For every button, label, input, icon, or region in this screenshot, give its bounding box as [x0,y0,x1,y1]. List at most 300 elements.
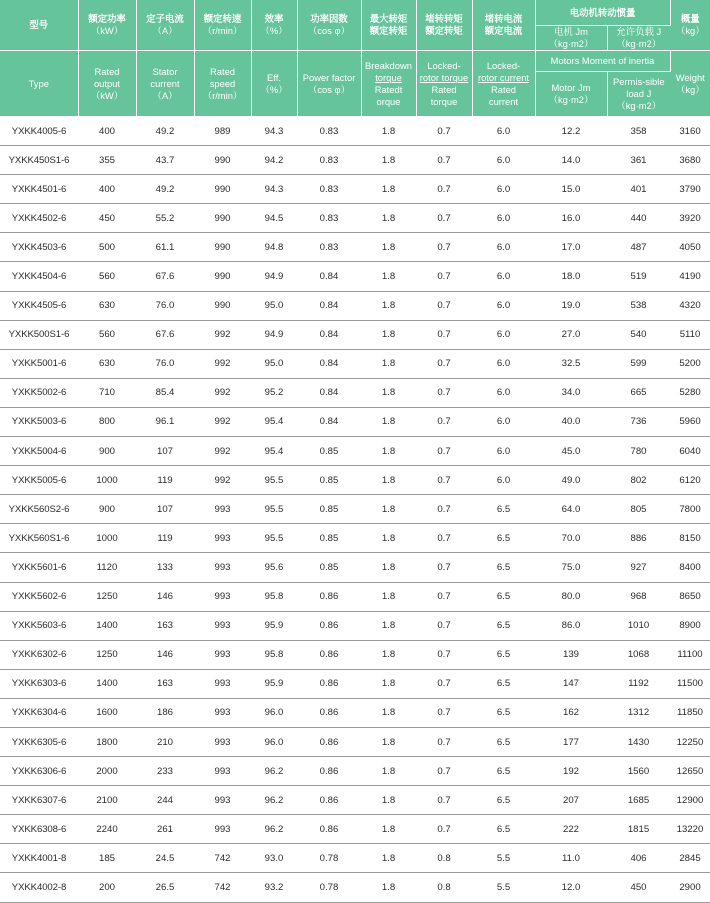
cell-rated-output: 355 [78,146,136,175]
cell-rated-output: 630 [78,291,136,320]
cell-stator-current: 26.5 [136,873,194,902]
cell-weight: 7800 [670,495,710,524]
cell-motor-jm: 32.5 [535,349,607,378]
cell-efficiency: 94.2 [251,146,297,175]
cell-efficiency: 95.0 [251,349,297,378]
cell-breakdown-torque: 1.8 [361,117,416,146]
table-row [0,320,710,349]
cell-rated-speed: 990 [194,175,251,204]
cell-stator-current: 55.2 [136,204,194,233]
cell-power-factor: 0.84 [297,291,361,320]
cell-rated-output: 1250 [78,640,136,669]
cell-breakdown-torque: 1.8 [361,757,416,786]
cell-type: YXKK6304-6 [0,698,78,727]
cell-efficiency: 94.9 [251,262,297,291]
header-weight-cn: 概量 （kg） [670,0,710,51]
cell-stator-current: 49.2 [136,175,194,204]
cell-locked-rotor-torque: 0.7 [416,262,472,291]
cell-power-factor: 0.78 [297,873,361,902]
cell-locked-rotor-current: 6.5 [472,553,535,582]
cell-stator-current: 43.7 [136,146,194,175]
cell-type: YXKK5002-6 [0,378,78,407]
cell-breakdown-torque: 1.8 [361,786,416,815]
cell-locked-rotor-torque: 0.7 [416,233,472,262]
cell-stator-current: 107 [136,437,194,466]
cell-type: YXKK4502-6 [0,204,78,233]
cell-load-j: 406 [607,844,670,873]
cell-rated-output: 1600 [78,698,136,727]
cell-weight: 5960 [670,407,710,436]
header-rated-output-cn: 额定功率 （kW） [78,0,136,51]
cell-type: YXKK4005-6 [0,117,78,146]
cell-stator-current: 146 [136,640,194,669]
cell-weight: 4320 [670,291,710,320]
header-locked-rotor-current-cn: 堵转电流 额定电流 [472,0,535,51]
cell-stator-current: 261 [136,815,194,844]
cell-rated-output: 1000 [78,524,136,553]
table-row [0,611,710,640]
cell-weight: 3790 [670,175,710,204]
cell-motor-jm: 34.0 [535,378,607,407]
cell-stator-current: 24.5 [136,844,194,873]
cell-type: YXKK5001-6 [0,349,78,378]
table-row [0,873,710,902]
cell-rated-output: 2000 [78,757,136,786]
cell-locked-rotor-current: 6.0 [472,175,535,204]
cell-efficiency: 96.0 [251,698,297,727]
cell-efficiency: 95.4 [251,437,297,466]
cell-stator-current: 76.0 [136,349,194,378]
cell-weight: 8650 [670,582,710,611]
cell-type: YXKK6305-6 [0,727,78,756]
table-row [0,669,710,698]
cell-motor-jm: 222 [535,815,607,844]
cell-rated-output: 200 [78,873,136,902]
cell-locked-rotor-torque: 0.7 [416,146,472,175]
cell-stator-current: 49.2 [136,117,194,146]
cell-rated-output: 2240 [78,815,136,844]
header-rated-speed-en: Rated speed （r/min） [194,51,251,117]
cell-breakdown-torque: 1.8 [361,204,416,233]
cell-power-factor: 0.85 [297,553,361,582]
cell-weight: 4190 [670,262,710,291]
table-row [0,378,710,407]
cell-locked-rotor-current: 5.5 [472,873,535,902]
cell-rated-output: 400 [78,175,136,204]
cell-breakdown-torque: 1.8 [361,320,416,349]
header-rated-output-en: Rated output （kW） [78,51,136,117]
cell-locked-rotor-torque: 0.7 [416,757,472,786]
table-row [0,117,710,146]
cell-motor-jm: 12.2 [535,117,607,146]
cell-load-j: 1815 [607,815,670,844]
cell-locked-rotor-current: 6.5 [472,669,535,698]
cell-locked-rotor-torque: 0.7 [416,611,472,640]
cell-motor-jm: 147 [535,669,607,698]
table-row [0,204,710,233]
cell-rated-output: 710 [78,378,136,407]
cell-load-j: 540 [607,320,670,349]
cell-efficiency: 95.9 [251,611,297,640]
cell-rated-output: 1000 [78,466,136,495]
cell-load-j: 599 [607,349,670,378]
cell-motor-jm: 11.0 [535,844,607,873]
cell-motor-jm: 14.0 [535,146,607,175]
cell-breakdown-torque: 1.8 [361,437,416,466]
header-motor-jm-cn: 电机 Jm （kg·m2） [535,26,607,51]
cell-efficiency: 95.5 [251,495,297,524]
cell-power-factor: 0.85 [297,495,361,524]
cell-locked-rotor-current: 6.0 [472,320,535,349]
cell-rated-speed: 990 [194,233,251,262]
cell-load-j: 968 [607,582,670,611]
table-row [0,524,710,553]
header-rated-speed-cn: 额定转速 （r/min） [194,0,251,51]
table-header [0,0,710,117]
cell-weight: 8400 [670,553,710,582]
cell-locked-rotor-torque: 0.7 [416,204,472,233]
cell-stator-current: 146 [136,582,194,611]
cell-stator-current: 107 [136,495,194,524]
cell-rated-output: 900 [78,437,136,466]
cell-type: YXKK5602-6 [0,582,78,611]
cell-breakdown-torque: 1.8 [361,378,416,407]
cell-power-factor: 0.85 [297,437,361,466]
cell-rated-output: 900 [78,495,136,524]
table-body [0,117,710,903]
cell-rated-speed: 992 [194,466,251,495]
cell-motor-jm: 86.0 [535,611,607,640]
cell-weight: 13220 [670,815,710,844]
table-row [0,698,710,727]
cell-stator-current: 163 [136,669,194,698]
cell-stator-current: 67.6 [136,320,194,349]
cell-locked-rotor-current: 6.0 [472,117,535,146]
cell-rated-speed: 990 [194,204,251,233]
cell-power-factor: 0.86 [297,815,361,844]
header-locked-rotor-current-en: Locked- rotor current Rated current [472,51,535,117]
cell-weight: 12250 [670,727,710,756]
cell-breakdown-torque: 1.8 [361,262,416,291]
cell-breakdown-torque: 1.8 [361,349,416,378]
cell-rated-output: 560 [78,320,136,349]
cell-locked-rotor-torque: 0.7 [416,117,472,146]
header-power-factor-cn: 功率因数 （cos φ） [297,0,361,51]
cell-motor-jm: 16.0 [535,204,607,233]
cell-rated-output: 185 [78,844,136,873]
cell-type: YXKK4001-8 [0,844,78,873]
cell-motor-jm: 64.0 [535,495,607,524]
cell-locked-rotor-current: 6.0 [472,204,535,233]
cell-efficiency: 93.2 [251,873,297,902]
cell-rated-speed: 993 [194,727,251,756]
cell-breakdown-torque: 1.8 [361,669,416,698]
cell-efficiency: 96.2 [251,786,297,815]
cell-rated-output: 1400 [78,669,136,698]
cell-rated-speed: 989 [194,117,251,146]
cell-weight: 3920 [670,204,710,233]
cell-weight: 6120 [670,466,710,495]
cell-locked-rotor-current: 6.5 [472,727,535,756]
cell-power-factor: 0.86 [297,640,361,669]
cell-locked-rotor-current: 6.5 [472,815,535,844]
header-type-cn: 型号 [0,0,78,51]
cell-load-j: 665 [607,378,670,407]
cell-load-j: 361 [607,146,670,175]
cell-motor-jm: 162 [535,698,607,727]
cell-type: YXKK4501-6 [0,175,78,204]
table-row [0,291,710,320]
cell-breakdown-torque: 1.8 [361,844,416,873]
table-row [0,727,710,756]
cell-load-j: 805 [607,495,670,524]
cell-locked-rotor-current: 6.0 [472,349,535,378]
cell-type: YXKK4505-6 [0,291,78,320]
header-locked-rotor-torque-cn: 堵转转矩 额定转矩 [416,0,472,51]
cell-rated-speed: 992 [194,437,251,466]
cell-power-factor: 0.86 [297,669,361,698]
cell-rated-speed: 993 [194,582,251,611]
cell-locked-rotor-torque: 0.7 [416,320,472,349]
cell-breakdown-torque: 1.8 [361,233,416,262]
cell-efficiency: 93.0 [251,844,297,873]
cell-rated-speed: 993 [194,640,251,669]
cell-locked-rotor-current: 6.0 [472,437,535,466]
cell-load-j: 1192 [607,669,670,698]
cell-weight: 5200 [670,349,710,378]
cell-motor-jm: 12.0 [535,873,607,902]
header-breakdown-torque-en: Breakdown torque Ratedt orque [361,51,416,117]
cell-load-j: 736 [607,407,670,436]
cell-stator-current: 76.0 [136,291,194,320]
cell-efficiency: 96.2 [251,815,297,844]
cell-breakdown-torque: 1.8 [361,815,416,844]
cell-locked-rotor-torque: 0.7 [416,466,472,495]
cell-power-factor: 0.86 [297,786,361,815]
cell-locked-rotor-torque: 0.7 [416,553,472,582]
cell-locked-rotor-current: 6.0 [472,291,535,320]
cell-motor-jm: 18.0 [535,262,607,291]
cell-load-j: 1068 [607,640,670,669]
cell-locked-rotor-current: 6.5 [472,524,535,553]
cell-breakdown-torque: 1.8 [361,727,416,756]
cell-locked-rotor-torque: 0.7 [416,582,472,611]
cell-locked-rotor-current: 6.5 [472,757,535,786]
cell-stator-current: 210 [136,727,194,756]
cell-type: YXKK4504-6 [0,262,78,291]
cell-efficiency: 95.0 [251,291,297,320]
cell-weight: 3680 [670,146,710,175]
cell-locked-rotor-torque: 0.7 [416,524,472,553]
cell-power-factor: 0.83 [297,204,361,233]
header-type-en: Type [0,51,78,117]
cell-breakdown-torque: 1.8 [361,698,416,727]
cell-rated-output: 560 [78,262,136,291]
cell-motor-jm: 27.0 [535,320,607,349]
header-motor-jm-en: Motor Jm （kg·m2） [535,72,607,117]
cell-rated-output: 630 [78,349,136,378]
cell-weight: 2900 [670,873,710,902]
cell-locked-rotor-torque: 0.7 [416,698,472,727]
table-row [0,262,710,291]
cell-rated-speed: 993 [194,553,251,582]
header-efficiency-en: Eff. （%） [251,51,297,117]
cell-load-j: 886 [607,524,670,553]
cell-power-factor: 0.84 [297,349,361,378]
cell-load-j: 927 [607,553,670,582]
cell-rated-output: 450 [78,204,136,233]
cell-efficiency: 96.2 [251,757,297,786]
cell-stator-current: 119 [136,524,194,553]
cell-efficiency: 95.8 [251,640,297,669]
table-row [0,582,710,611]
cell-locked-rotor-torque: 0.7 [416,786,472,815]
cell-power-factor: 0.86 [297,582,361,611]
table-row [0,640,710,669]
cell-rated-speed: 990 [194,146,251,175]
cell-stator-current: 163 [136,611,194,640]
cell-locked-rotor-torque: 0.7 [416,495,472,524]
cell-locked-rotor-torque: 0.8 [416,844,472,873]
cell-type: YXKK5003-6 [0,407,78,436]
cell-load-j: 519 [607,262,670,291]
cell-locked-rotor-torque: 0.7 [416,727,472,756]
cell-efficiency: 95.8 [251,582,297,611]
cell-power-factor: 0.85 [297,524,361,553]
cell-efficiency: 95.4 [251,407,297,436]
cell-locked-rotor-torque: 0.7 [416,437,472,466]
cell-power-factor: 0.84 [297,407,361,436]
cell-locked-rotor-current: 6.0 [472,233,535,262]
header-efficiency-cn: 效率 （%） [251,0,297,51]
cell-rated-output: 1120 [78,553,136,582]
cell-locked-rotor-current: 6.5 [472,582,535,611]
cell-load-j: 487 [607,233,670,262]
header-inertia-en: Motors Moment of inertia [535,51,670,72]
cell-power-factor: 0.86 [297,757,361,786]
cell-rated-output: 2100 [78,786,136,815]
cell-locked-rotor-current: 6.5 [472,611,535,640]
table-row [0,844,710,873]
cell-load-j: 1430 [607,727,670,756]
cell-load-j: 538 [607,291,670,320]
cell-efficiency: 96.0 [251,727,297,756]
cell-stator-current: 85.4 [136,378,194,407]
cell-power-factor: 0.86 [297,611,361,640]
cell-locked-rotor-torque: 0.7 [416,291,472,320]
cell-stator-current: 119 [136,466,194,495]
cell-rated-speed: 993 [194,611,251,640]
cell-weight: 11500 [670,669,710,698]
cell-locked-rotor-torque: 0.7 [416,815,472,844]
cell-load-j: 1312 [607,698,670,727]
cell-efficiency: 95.2 [251,378,297,407]
cell-motor-jm: 192 [535,757,607,786]
table-row [0,437,710,466]
cell-locked-rotor-current: 5.5 [472,844,535,873]
cell-locked-rotor-torque: 0.7 [416,669,472,698]
cell-type: YXKK6302-6 [0,640,78,669]
cell-rated-speed: 993 [194,495,251,524]
cell-locked-rotor-current: 6.0 [472,146,535,175]
header-stator-current-en: Stator current （A） [136,51,194,117]
cell-power-factor: 0.83 [297,233,361,262]
cell-weight: 12900 [670,786,710,815]
cell-locked-rotor-current: 6.5 [472,495,535,524]
cell-rated-speed: 993 [194,757,251,786]
cell-type: YXKK4002-8 [0,873,78,902]
cell-power-factor: 0.86 [297,698,361,727]
cell-breakdown-torque: 1.8 [361,146,416,175]
cell-efficiency: 95.5 [251,524,297,553]
cell-locked-rotor-torque: 0.8 [416,873,472,902]
cell-power-factor: 0.78 [297,844,361,873]
cell-rated-speed: 992 [194,320,251,349]
cell-weight: 11850 [670,698,710,727]
cell-locked-rotor-current: 6.0 [472,407,535,436]
cell-stator-current: 61.1 [136,233,194,262]
cell-load-j: 1685 [607,786,670,815]
cell-load-j: 450 [607,873,670,902]
table-row [0,553,710,582]
cell-type: YXKK6303-6 [0,669,78,698]
table-row [0,757,710,786]
cell-rated-speed: 993 [194,698,251,727]
table-row [0,175,710,204]
cell-rated-output: 400 [78,117,136,146]
cell-motor-jm: 139 [535,640,607,669]
cell-type: YXKK450S1-6 [0,146,78,175]
cell-breakdown-torque: 1.8 [361,524,416,553]
cell-type: YXKK560S2-6 [0,495,78,524]
cell-efficiency: 94.9 [251,320,297,349]
cell-motor-jm: 80.0 [535,582,607,611]
cell-motor-jm: 49.0 [535,466,607,495]
cell-rated-speed: 993 [194,786,251,815]
cell-efficiency: 94.8 [251,233,297,262]
cell-breakdown-torque: 1.8 [361,640,416,669]
cell-efficiency: 95.6 [251,553,297,582]
cell-locked-rotor-torque: 0.7 [416,349,472,378]
cell-load-j: 802 [607,466,670,495]
cell-weight: 5110 [670,320,710,349]
table-row [0,146,710,175]
cell-power-factor: 0.84 [297,320,361,349]
cell-stator-current: 233 [136,757,194,786]
table-row [0,495,710,524]
cell-locked-rotor-current: 6.0 [472,378,535,407]
table-row [0,349,710,378]
cell-stator-current: 67.6 [136,262,194,291]
cell-type: YXKK6307-6 [0,786,78,815]
cell-locked-rotor-torque: 0.7 [416,378,472,407]
cell-type: YXKK5005-6 [0,466,78,495]
cell-breakdown-torque: 1.8 [361,553,416,582]
cell-weight: 11100 [670,640,710,669]
header-inertia-cn: 电动机转动惯量 [535,0,670,26]
cell-efficiency: 94.5 [251,204,297,233]
cell-weight: 8150 [670,524,710,553]
cell-type: YXKK5603-6 [0,611,78,640]
cell-type: YXKK4503-6 [0,233,78,262]
cell-load-j: 780 [607,437,670,466]
cell-breakdown-torque: 1.8 [361,495,416,524]
table-row [0,466,710,495]
header-weight-en: Weight （kg） [670,51,710,117]
cell-motor-jm: 70.0 [535,524,607,553]
cell-weight: 12650 [670,757,710,786]
table-row [0,815,710,844]
